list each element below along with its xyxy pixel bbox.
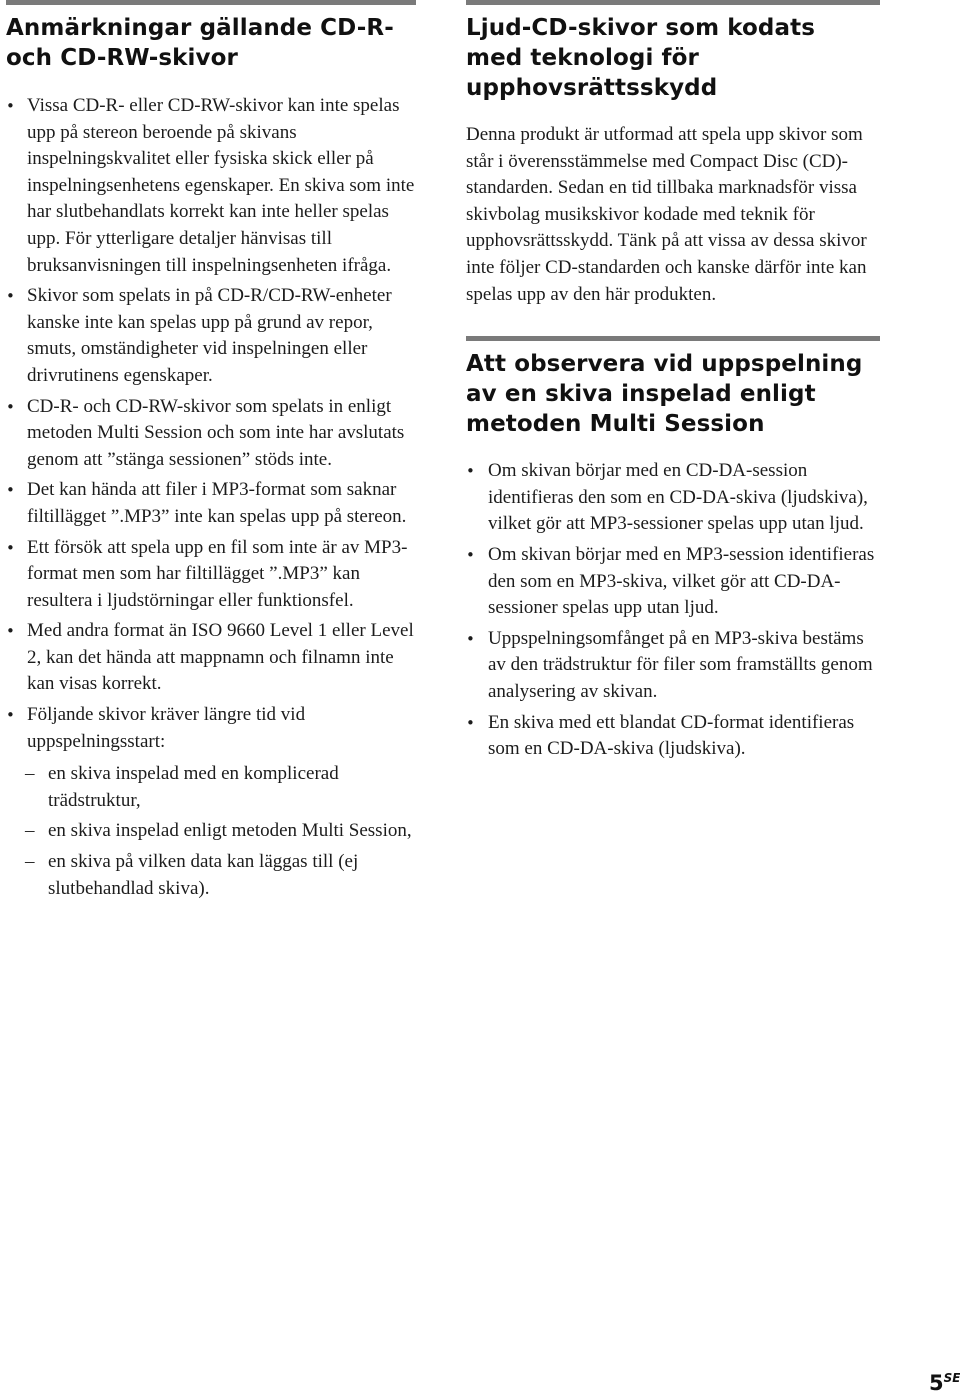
bullet-item: • Det kan hända att filer i MP3-format som saknar filtillägget ”.MP3” inte kan spelas upp på stereon. <box>6 477 416 530</box>
bullet-item: • Skivor som spelats in på CD-R/CD-RW-enheter kanske inte kan spelas upp på grund av repor, smuts, omständigheter vid inspelningen eller drivrutinens egenskaper. <box>6 283 416 389</box>
bullet-item: • Uppspelningsomfånget på en MP3-skiva bestäms av den trädstruktur för filer som framställts genom analysering av skivan. <box>466 626 880 706</box>
section-heading-cdr-cdrw <box>6 13 416 73</box>
page-number-suffix: SE <box>943 1371 960 1385</box>
heading-line: av en skiva inspelad enligt <box>466 381 816 408</box>
heading-line: Anmärkningar gällande CD-R- <box>6 15 394 41</box>
section-heading-copy-protection <box>466 13 880 103</box>
section-rule <box>6 0 416 5</box>
section-rule <box>466 336 880 341</box>
bullet-list <box>6 93 416 755</box>
heading-line: metoden Multi Session <box>466 411 765 438</box>
dash-item: – en skiva på vilken data kan läggas till (ej slutbehandlad skiva). <box>6 849 416 902</box>
page-number <box>929 1366 960 1395</box>
bullet-item: • Om skivan börjar med en CD-DA-session identifieras den som en CD-DA-skiva (ljudskiva), vilket gör att MP3-sessioner spelas upp utan ljud. <box>466 458 880 538</box>
section-heading-multi-session <box>466 349 880 439</box>
dash-item: – en skiva inspelad med en komplicerad trädstruktur, <box>6 761 416 814</box>
bullet-item: • Med andra format än ISO 9660 Level 1 eller Level 2, kan det hända att mappnamn och filnamn inte kan visas korrekt. <box>6 618 416 698</box>
bullet-item: • Om skivan börjar med en MP3-session identifieras den som en MP3-skiva, vilket gör att CD-DA-sessioner spelas upp utan ljud. <box>466 542 880 622</box>
section-body <box>6 93 416 902</box>
section-body <box>466 458 880 763</box>
dash-list <box>6 761 416 902</box>
heading-line: med teknologi för <box>466 45 699 71</box>
heading-line: upphovsrättsskydd <box>466 75 718 101</box>
copy-protection-paragraph: Denna produkt är utformad att spela upp skivor som står i överensstämmelse med Compact Disc (CD)-standarden. Sedan en tid tillbaka marknadsför vissa skivbolag musikskivor kodade med teknik för upphovsrättsskydd. Tänk på att vissa av dessa skivor inte följer CD-standarden och kanske därför inte kan spelas upp av den här produkten. <box>466 124 867 305</box>
dash-item: – en skiva inspelad enligt metoden Multi Session, <box>6 818 416 845</box>
bullet-item: • Vissa CD-R- eller CD-RW-skivor kan inte spelas upp på stereon beroende på skivans inspelningskvalitet eller fysiska skick eller på inspelningsenhetens egenskaper. En skiva som inte har slutbehandlats korrekt kan inte heller spelas upp. För ytterligare detaljer hänvisas till bruksanvisningen till inspelningsenheten ifråga. <box>6 93 416 279</box>
heading-line: och CD-RW-skivor <box>6 45 238 71</box>
right-column <box>466 0 880 767</box>
heading-line: Att observera vid uppspelning <box>466 351 863 378</box>
bullet-item: • Ett försök att spela upp en fil som inte är av MP3-format men som har filtillägget ”.MP3” kan resultera i ljudstörningar eller funktionsfel. <box>6 535 416 615</box>
left-column <box>6 0 416 906</box>
bullet-item: • En skiva med ett blandat CD-format identifieras som en CD-DA-skiva (ljudskiva). <box>466 710 880 763</box>
heading-line: Ljud-CD-skivor som kodats <box>466 15 815 41</box>
bullet-item: • CD-R- och CD-RW-skivor som spelats in enligt metoden Multi Session och som inte har avslutats genom att ”stänga sessionen” stöds inte. <box>6 394 416 474</box>
page-number-value: 5 <box>929 1371 944 1395</box>
bullet-list <box>466 458 880 763</box>
bullet-item: • Följande skivor kräver längre tid vid uppspelningsstart: <box>6 702 416 755</box>
section-rule <box>466 0 880 5</box>
